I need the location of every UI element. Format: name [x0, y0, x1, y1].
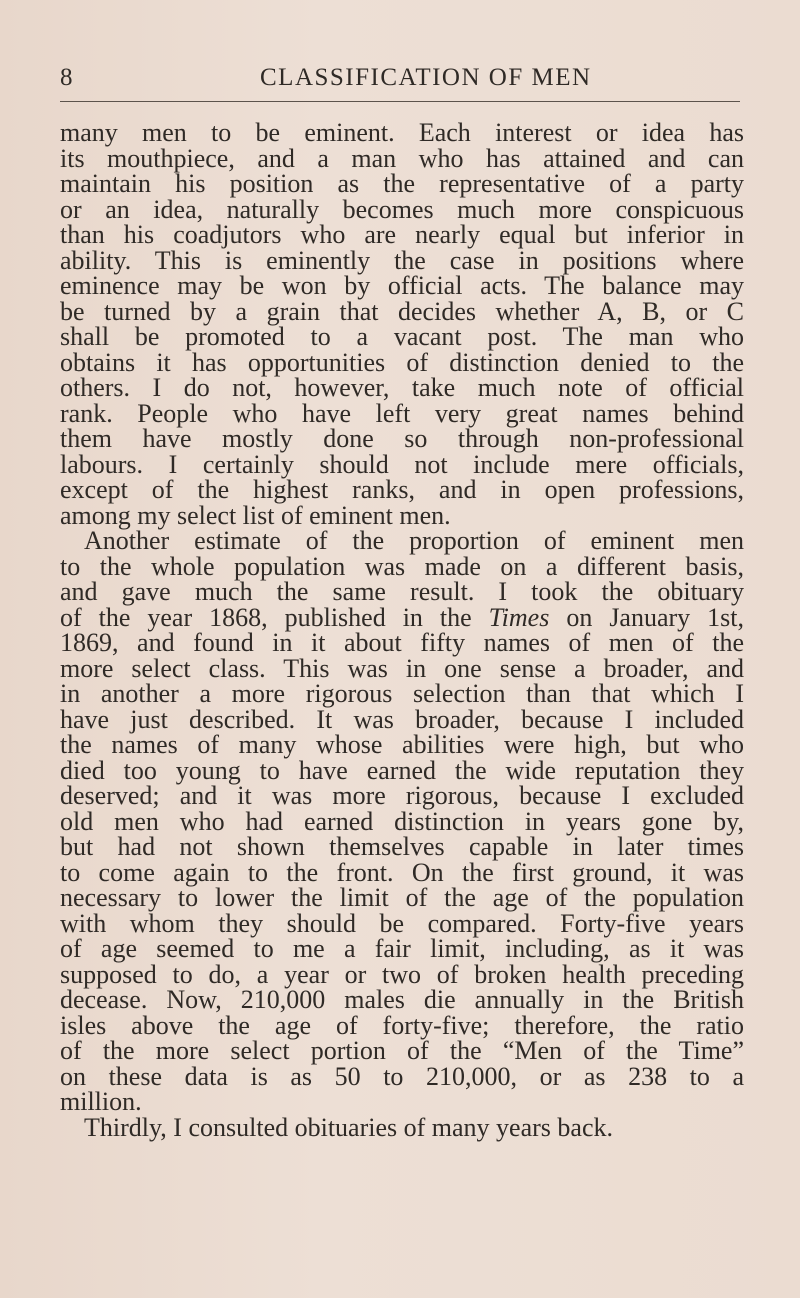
text-line: of the year 1868, published in the Times on January 1st,: [60, 602, 744, 632]
page-number: 8: [60, 64, 74, 91]
text-line: labours. I certainly should not include mere officials,: [60, 449, 744, 479]
page-header: [60, 64, 740, 98]
text-line: Another estimate of the proportion of eminent men: [84, 526, 744, 555]
text-line: died too young to have earned the wide reputation they: [60, 755, 744, 785]
running-head: CLASSIFICATION OF MEN: [260, 64, 592, 91]
text-line: be turned by a grain that decides whether A, B, or C: [60, 296, 744, 326]
text-line: 1869, and found in it about fifty names of men of the: [60, 628, 744, 657]
text-line: deserved; and it was more rigorous, because I excluded: [60, 781, 744, 810]
text-line: the names of many whose abilities were high, but who: [60, 730, 744, 759]
text-line: obtains it has opportunities of distinction denied to the: [60, 347, 744, 377]
text-line: its mouthpiece, and a man who has attained and can: [60, 143, 744, 173]
text-line: decease. Now, 210,000 males die annually in the British: [60, 985, 744, 1014]
text-line: of age seemed to me a fair limit, including, as it was: [60, 934, 744, 963]
text-line: to come again to the front. On the first ground, it was: [60, 857, 744, 887]
text-line: them have mostly done so through non-professional: [60, 424, 744, 453]
text-line: or an idea, naturally becomes much more conspicuous: [60, 194, 744, 224]
text-line: with whom they should be compared. Forty-five years: [60, 908, 744, 938]
text-line: in another a more rigorous selection than that which I: [60, 679, 744, 708]
text-line: have just described. It was broader, because I included: [60, 704, 744, 734]
text-line: old men who had earned distinction in years gone by,: [60, 806, 744, 836]
text-line: supposed to do, a year or two of broken health preceding: [60, 959, 744, 989]
text-line: maintain his position as the representative of a party: [60, 169, 744, 198]
text-line: and gave much the same result. I took the obituary: [60, 577, 744, 606]
text-line: million.: [60, 1087, 142, 1116]
text-line: shall be promoted to a vacant post. The man who: [60, 322, 744, 351]
text-line: others. I do not, however, take much note of official: [60, 373, 744, 402]
text-line: but had not shown themselves capable in later times: [60, 832, 744, 861]
text-line: to the whole population was made on a different basis,: [60, 551, 744, 581]
text-line: Thirdly, I consulted obituaries of many years back.: [84, 1112, 613, 1142]
text-line: rank. People who have left very great names behind: [60, 398, 744, 428]
text-line: necessary to lower the limit of the age of the population: [60, 883, 744, 912]
header-rule: [60, 101, 740, 102]
text-line: ability. This is eminently the case in positions where: [60, 245, 744, 275]
text-line: more select class. This was in one sense a broader, and: [60, 653, 744, 683]
text-line: isles above the age of forty-five; therefore, the ratio: [60, 1010, 744, 1040]
text-line: than his coadjutors who are nearly equal but inferior in: [60, 220, 744, 249]
text-line: eminence may be won by official acts. The balance may: [60, 271, 744, 300]
body-text: [60, 120, 744, 1140]
text-line: of the more select portion of the “Men of the Time”: [60, 1036, 744, 1065]
text-line: on these data is as 50 to 210,000, or as 238 to a: [60, 1061, 744, 1091]
text-line: among my select list of eminent men.: [60, 500, 451, 530]
text-line: many men to be eminent. Each interest or idea has: [60, 118, 744, 147]
text-line: except of the highest ranks, and in open professions,: [60, 475, 744, 504]
